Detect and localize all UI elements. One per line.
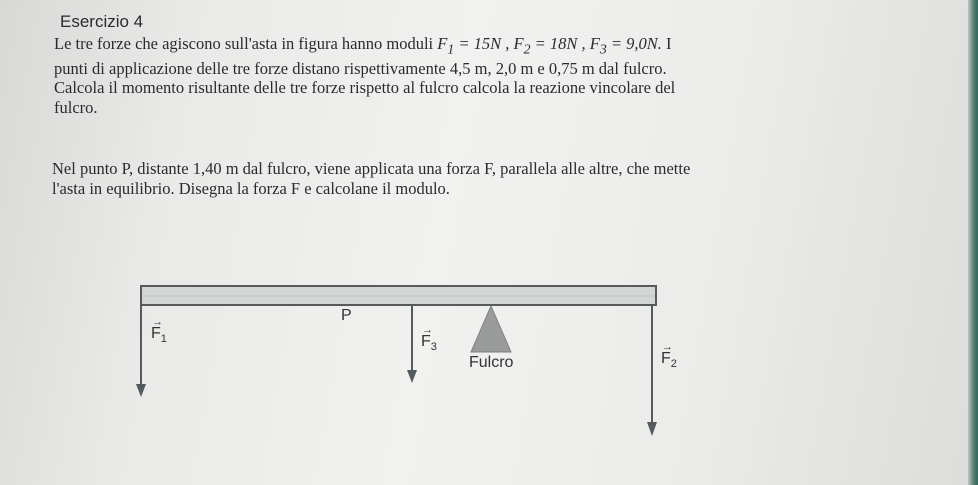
force-f2-label xyxy=(661,341,677,371)
force-f3-label xyxy=(421,324,437,354)
paragraph-2-line-2: l'asta in equilibrio. Disegna la forza F e calcolane il modulo. xyxy=(52,178,450,198)
force-f1-symbol: F xyxy=(437,34,448,53)
paragraph-1-line-4: fulcro. xyxy=(54,97,98,117)
fulcrum-label: Fulcro xyxy=(469,354,514,371)
force-f2-subscript: 2 xyxy=(523,41,531,57)
force-f1-arrow xyxy=(136,305,146,397)
force-f2-label-symbol: F xyxy=(661,350,671,367)
force-f2-label-sub: 2 xyxy=(670,358,677,371)
paragraph-1-line-2: punti di applicazione delle tre forze distano rispettivamente 4,5 m, 2,0 m e 0,75 m dal fulcro. xyxy=(54,58,667,78)
vector-arrow-icon: → xyxy=(152,316,163,328)
exercise-title: Esercizio 4 xyxy=(60,12,144,31)
force-f1-subscript: 1 xyxy=(447,41,455,57)
force-f3-symbol: F xyxy=(589,34,600,53)
force-f3-value: = 9,0N. xyxy=(606,34,662,53)
point-p-label: P xyxy=(341,307,352,324)
force-f2-value: = 18N , xyxy=(530,34,586,53)
paragraph-2-line-1: Nel punto P, distante 1,40 m dal fulcro, viene applicata una forza F, parallela alle altre, che mette xyxy=(52,159,691,178)
paragraph-1-line-3: Calcola il momento risultante delle tre forze rispetto al fulcro calcola la reazione vincolare del xyxy=(54,78,676,98)
force-f2-symbol: F xyxy=(513,34,524,53)
force-f3-label-symbol: F xyxy=(421,333,431,350)
force-f1-label-sub: 1 xyxy=(160,333,167,346)
line-1-text: Le tre forze che agiscono sull'asta in figura hanno moduli xyxy=(54,34,434,53)
force-f1-label xyxy=(151,316,167,346)
line-1-end: I xyxy=(665,34,672,53)
vector-arrow-icon: → xyxy=(662,341,673,353)
fulcrum-triangle xyxy=(471,306,511,352)
force-f3-subscript: 3 xyxy=(599,41,607,57)
force-f1-label-symbol: F xyxy=(151,325,161,342)
force-f1-value: = 15N , xyxy=(454,34,510,53)
force-f3-label-sub: 3 xyxy=(430,341,437,354)
vector-arrow-icon: → xyxy=(422,324,433,336)
force-f2-arrow xyxy=(647,305,657,436)
force-f3-arrow xyxy=(407,305,417,383)
